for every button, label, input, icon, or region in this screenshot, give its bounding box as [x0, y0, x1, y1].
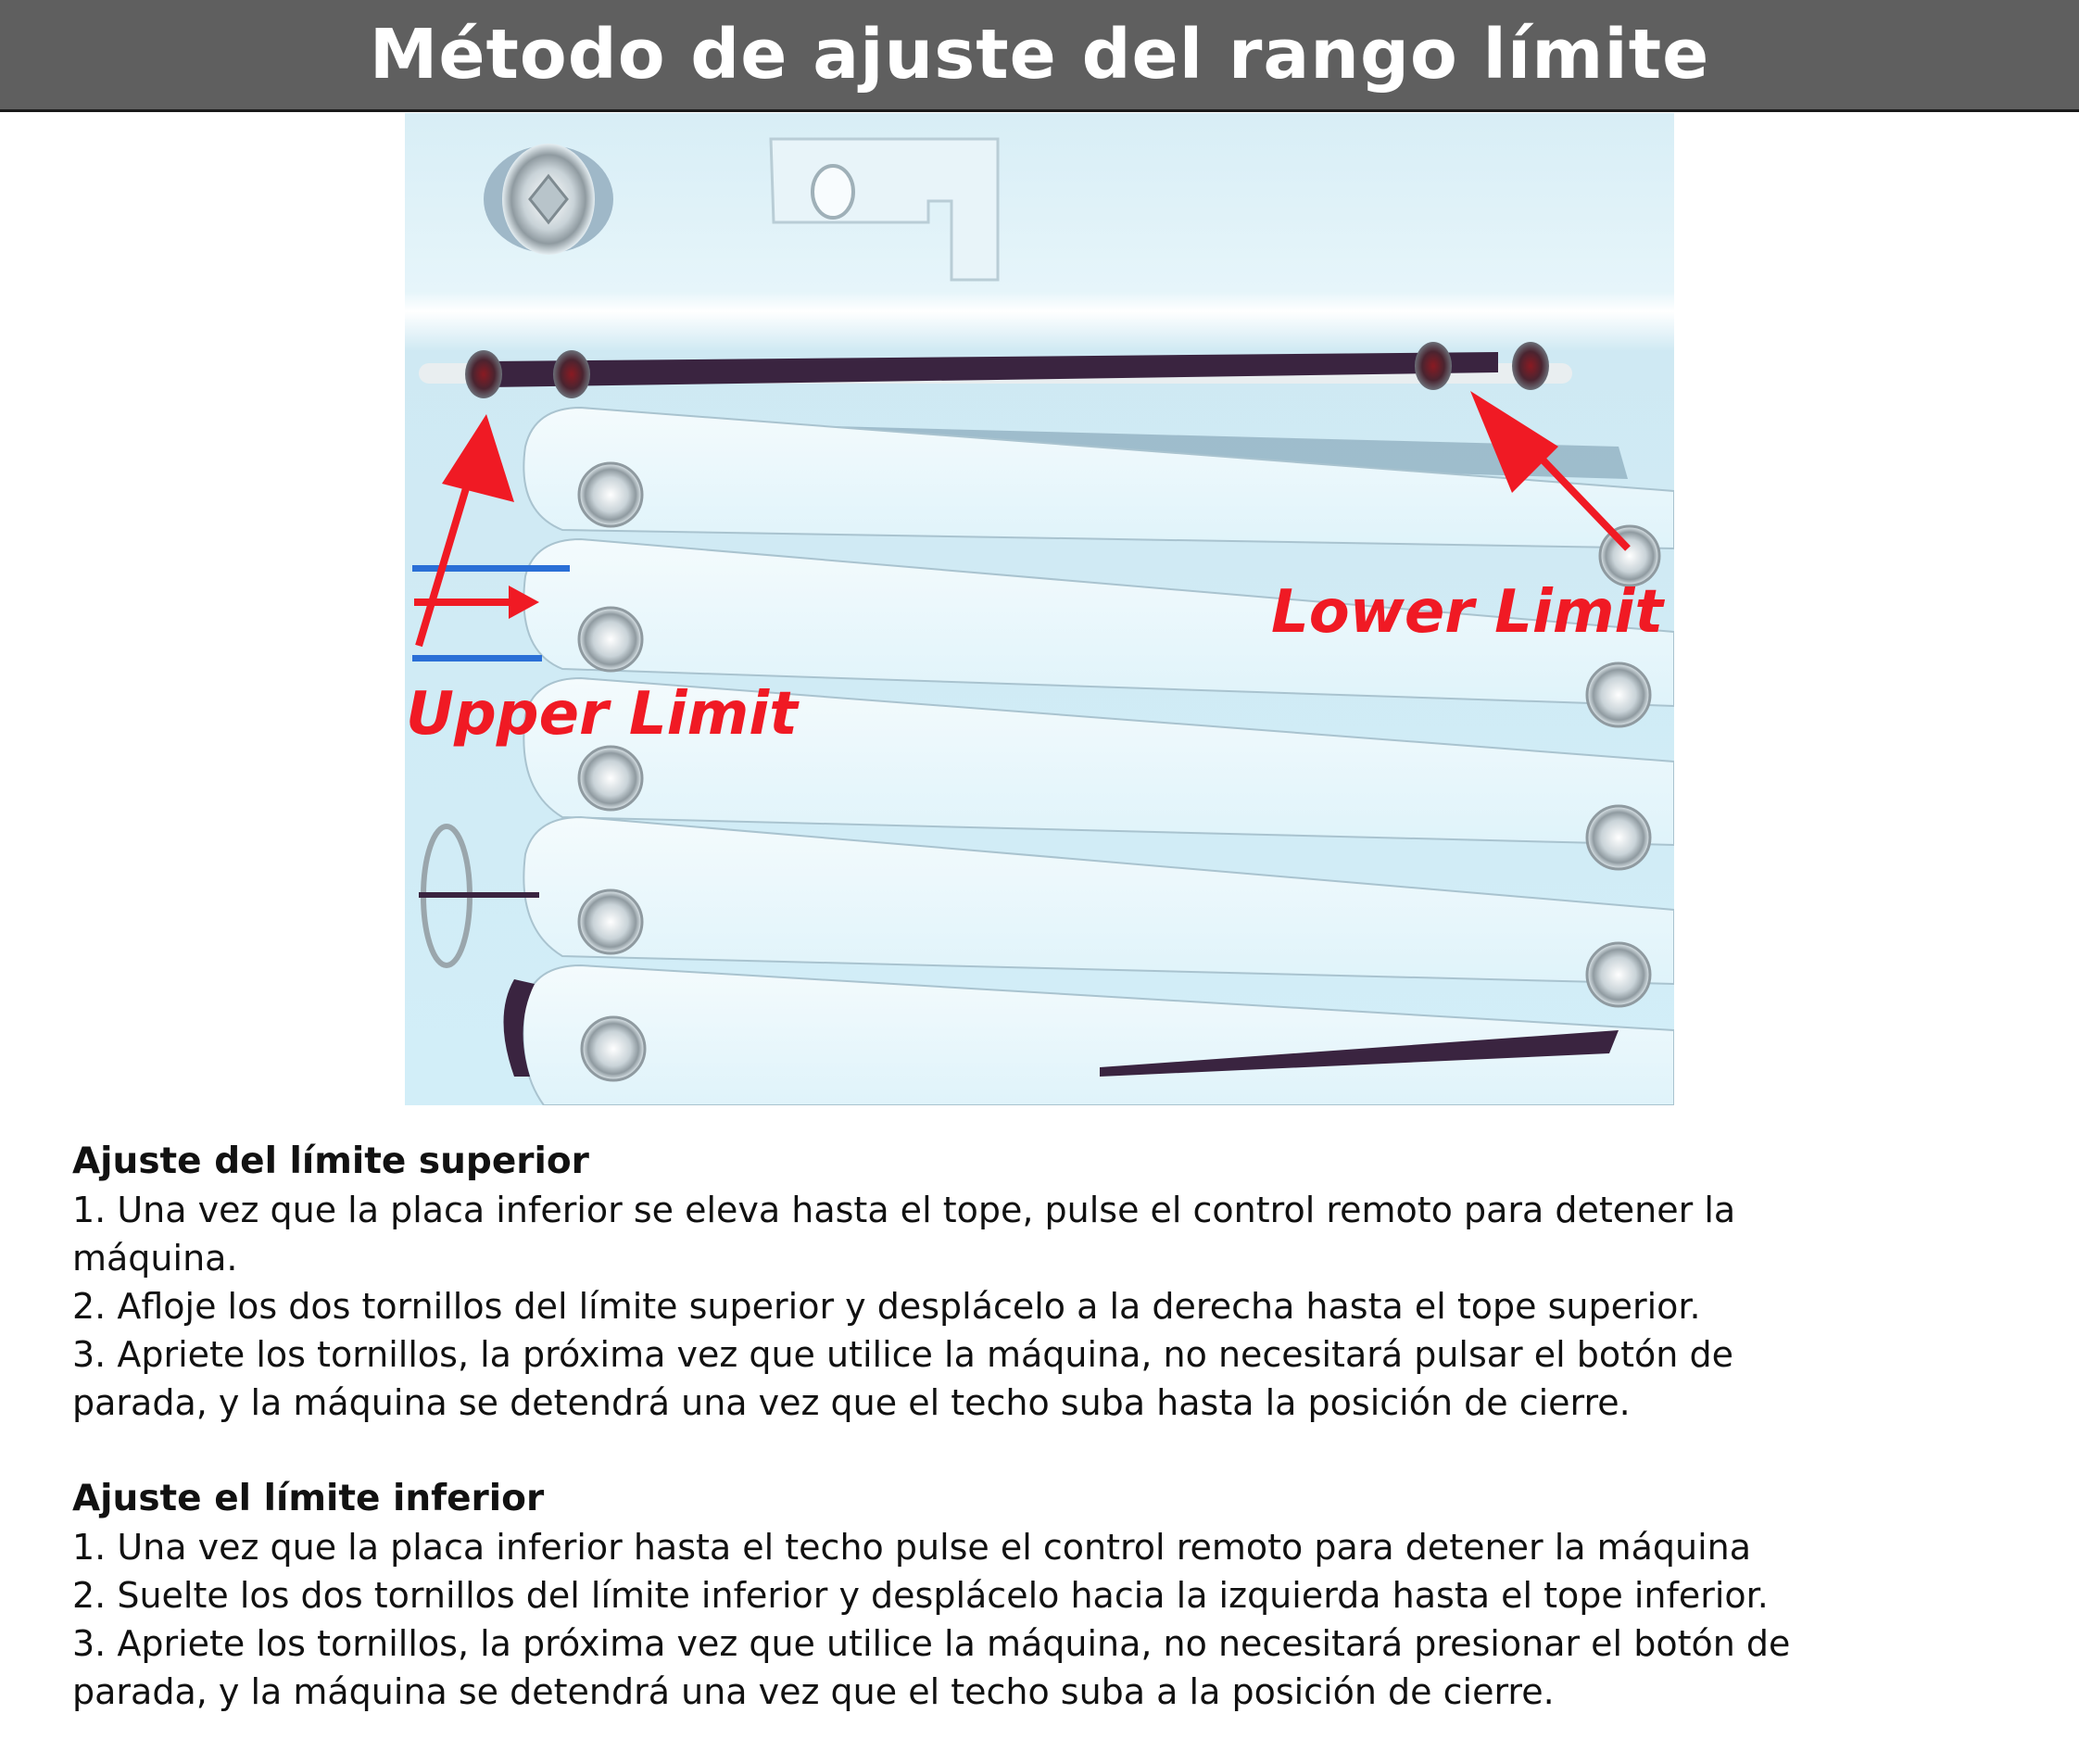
- section-heading: Ajuste del límite superior: [72, 1140, 589, 1182]
- upper-limit-label: Upper Limit: [406, 680, 798, 749]
- mechanism-illustration: [405, 113, 1674, 1105]
- section-heading: Ajuste el límite inferior: [72, 1478, 545, 1519]
- lower-limit-label: Lower Limit: [1271, 578, 1664, 647]
- instruction-line: máquina.: [72, 1238, 238, 1279]
- instruction-line: 3. Apriete los tornillos, la próxima vez que utilice la máquina, no necesitará pulsar el botón de: [72, 1334, 1733, 1375]
- instruction-line: parada, y la máquina se detendrá una vez que el techo suba hasta la posición de cierre.: [72, 1382, 1631, 1423]
- instruction-line: 1. Una vez que la placa inferior hasta el techo pulse el control remoto para detener la máquina: [72, 1527, 1752, 1568]
- instruction-line: 3. Apriete los tornillos, la próxima vez que utilice la máquina, no necesitará presionar el botón de: [72, 1623, 1791, 1664]
- title-bar: [0, 0, 2079, 112]
- instruction-line: 1. Una vez que la placa inferior se eleva hasta el tope, pulse el control remoto para detener la: [72, 1190, 1736, 1230]
- upper-limit-section: [72, 1138, 2036, 1427]
- limit-adjustment-photo: [405, 113, 1674, 1105]
- lower-limit-section: [72, 1475, 2036, 1716]
- instruction-line: 2. Suelte los dos tornillos del límite inferior y desplácelo hacia la izquierda hasta el tope inferior.: [72, 1575, 1769, 1616]
- instruction-line: 2. Afloje los dos tornillos del límite superior y desplácelo a la derecha hasta el tope superior.: [72, 1286, 1701, 1327]
- instruction-line: parada, y la máquina se detendrá una vez que el techo suba a la posición de cierre.: [72, 1671, 1555, 1712]
- instructions: [72, 1138, 2036, 1716]
- page-title: Método de ajuste del rango límite: [369, 15, 1710, 94]
